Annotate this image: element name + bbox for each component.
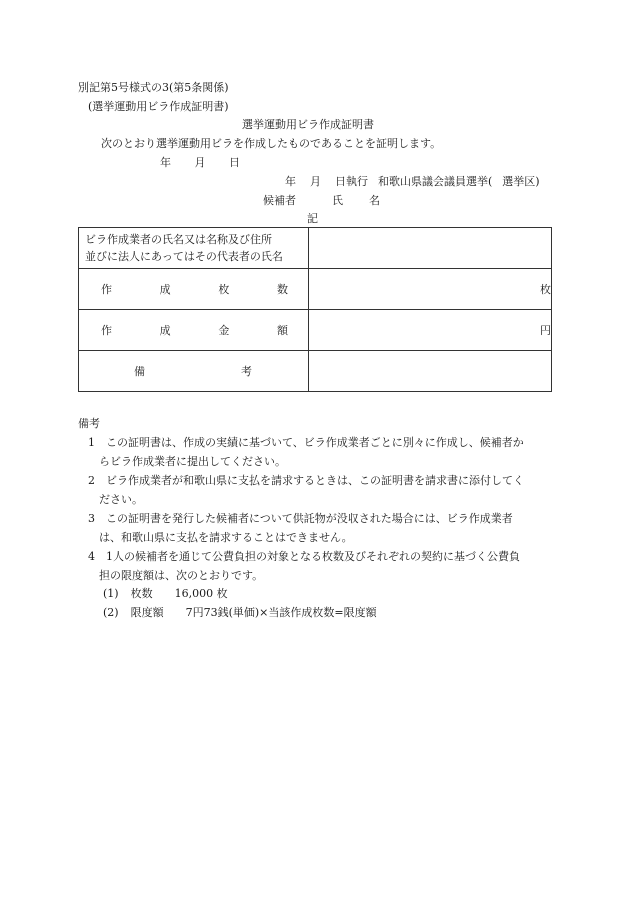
remarks-label-char: 考 (241, 365, 252, 378)
quantity-label-char: 数 (276, 283, 288, 296)
subnote-1-label: 枚数 (130, 587, 153, 600)
amount-value-cell[interactable] (309, 310, 552, 351)
table-row-amount (79, 310, 552, 351)
certificate-table (78, 227, 552, 392)
day-label: 日 (229, 156, 240, 169)
form-reference: 別記第5号様式の3(第5条関係) (78, 81, 229, 94)
election-name: 和歌山県議会議員選挙( (378, 175, 493, 188)
vendor-label-line2: 並びに法人にあってはその代表者の氏名 (85, 250, 283, 263)
amount-label-char: 作 (101, 324, 112, 337)
election-district: 選挙区) (502, 175, 540, 188)
quantity-label-cell (79, 269, 309, 310)
notes-heading: 備考 (78, 417, 100, 430)
form-name: (選挙運動用ビラ作成証明書) (88, 100, 229, 113)
candidate-shi: 氏 (332, 194, 343, 207)
subnote-2-number: (2) (103, 606, 119, 619)
table-row-remarks (79, 351, 552, 392)
table-row-vendor (79, 228, 552, 269)
note-3-line-1: 3 この証明書を発行した候補者について供託物が没収された場合には、ビラ作成業者 (88, 512, 513, 525)
candidate-label: 候補者 (263, 194, 296, 207)
remarks-label-char: 備 (134, 365, 145, 378)
vendor-value-cell[interactable] (309, 228, 552, 269)
candidate-mei: 名 (369, 194, 380, 207)
amount-label-cell (79, 310, 309, 351)
amount-label-char: 金 (218, 324, 230, 337)
document-title: 選挙運動用ビラ作成証明書 (242, 118, 374, 131)
quantity-label (79, 281, 308, 297)
note-1-line-2: らビラ作成業者に提出してください。 (99, 455, 286, 468)
election-month: 月 (310, 175, 321, 188)
note-4-line-2: 担の限度額は、次のとおりです。 (99, 569, 264, 582)
candidate-line (263, 195, 380, 206)
year-label: 年 (160, 156, 171, 169)
quantity-label-char: 作 (101, 283, 112, 296)
subnote-1-value: 16,000 枚 (174, 587, 228, 600)
election-line (285, 176, 540, 187)
subnote-2-label: 限度額 (130, 606, 164, 619)
note-2-line-1: 2 ビラ作成業者が和歌山県に支払を請求するときは、この証明書を請求書に添付してく (88, 474, 524, 487)
note-1-line-1: 1 この証明書は、作成の実績に基づいて、ビラ作成業者ごとに別々に作成し、候補者か (88, 436, 524, 449)
subnote-2-value: 7円73銭(単価)×当該作成枚数=限度額 (185, 606, 377, 619)
amount-label (79, 322, 308, 338)
remarks-label (79, 363, 308, 379)
vendor-label-cell (79, 228, 309, 269)
vendor-label (79, 231, 308, 265)
ki-heading: 記 (307, 212, 318, 225)
remarks-value-cell[interactable] (309, 351, 552, 392)
quantity-unit: 枚 (540, 283, 551, 296)
table-row-quantity (79, 269, 552, 310)
note-3-line-2: は、和歌山県に支払を請求することはできません。 (99, 531, 353, 544)
month-label: 月 (194, 156, 206, 169)
election-day: 日執行 (335, 175, 368, 188)
quantity-label-char: 枚 (218, 283, 230, 296)
note-4-line-1: 4 1人の候補者を通じて公費負担の対象となる枚数及びそれぞれの契約に基づく公費負 (88, 550, 520, 563)
subnote-2 (103, 607, 377, 618)
note-2-line-2: ださい。 (99, 493, 143, 506)
amount-label-char: 額 (276, 324, 288, 337)
amount-unit: 円 (540, 324, 551, 337)
remarks-label-cell (79, 351, 309, 392)
election-year: 年 (285, 175, 296, 188)
quantity-label-char: 成 (159, 283, 171, 296)
quantity-value-cell[interactable] (309, 269, 552, 310)
vendor-label-line1: ビラ作成業者の氏名又は名称及び住所 (85, 233, 272, 246)
intro-text: 次のとおり選挙運動用ビラを作成したものであることを証明します。 (101, 137, 442, 150)
subnote-1-number: (1) (103, 587, 119, 600)
amount-label-char: 成 (159, 324, 171, 337)
issue-date-line (160, 157, 240, 168)
subnote-1 (103, 588, 228, 599)
